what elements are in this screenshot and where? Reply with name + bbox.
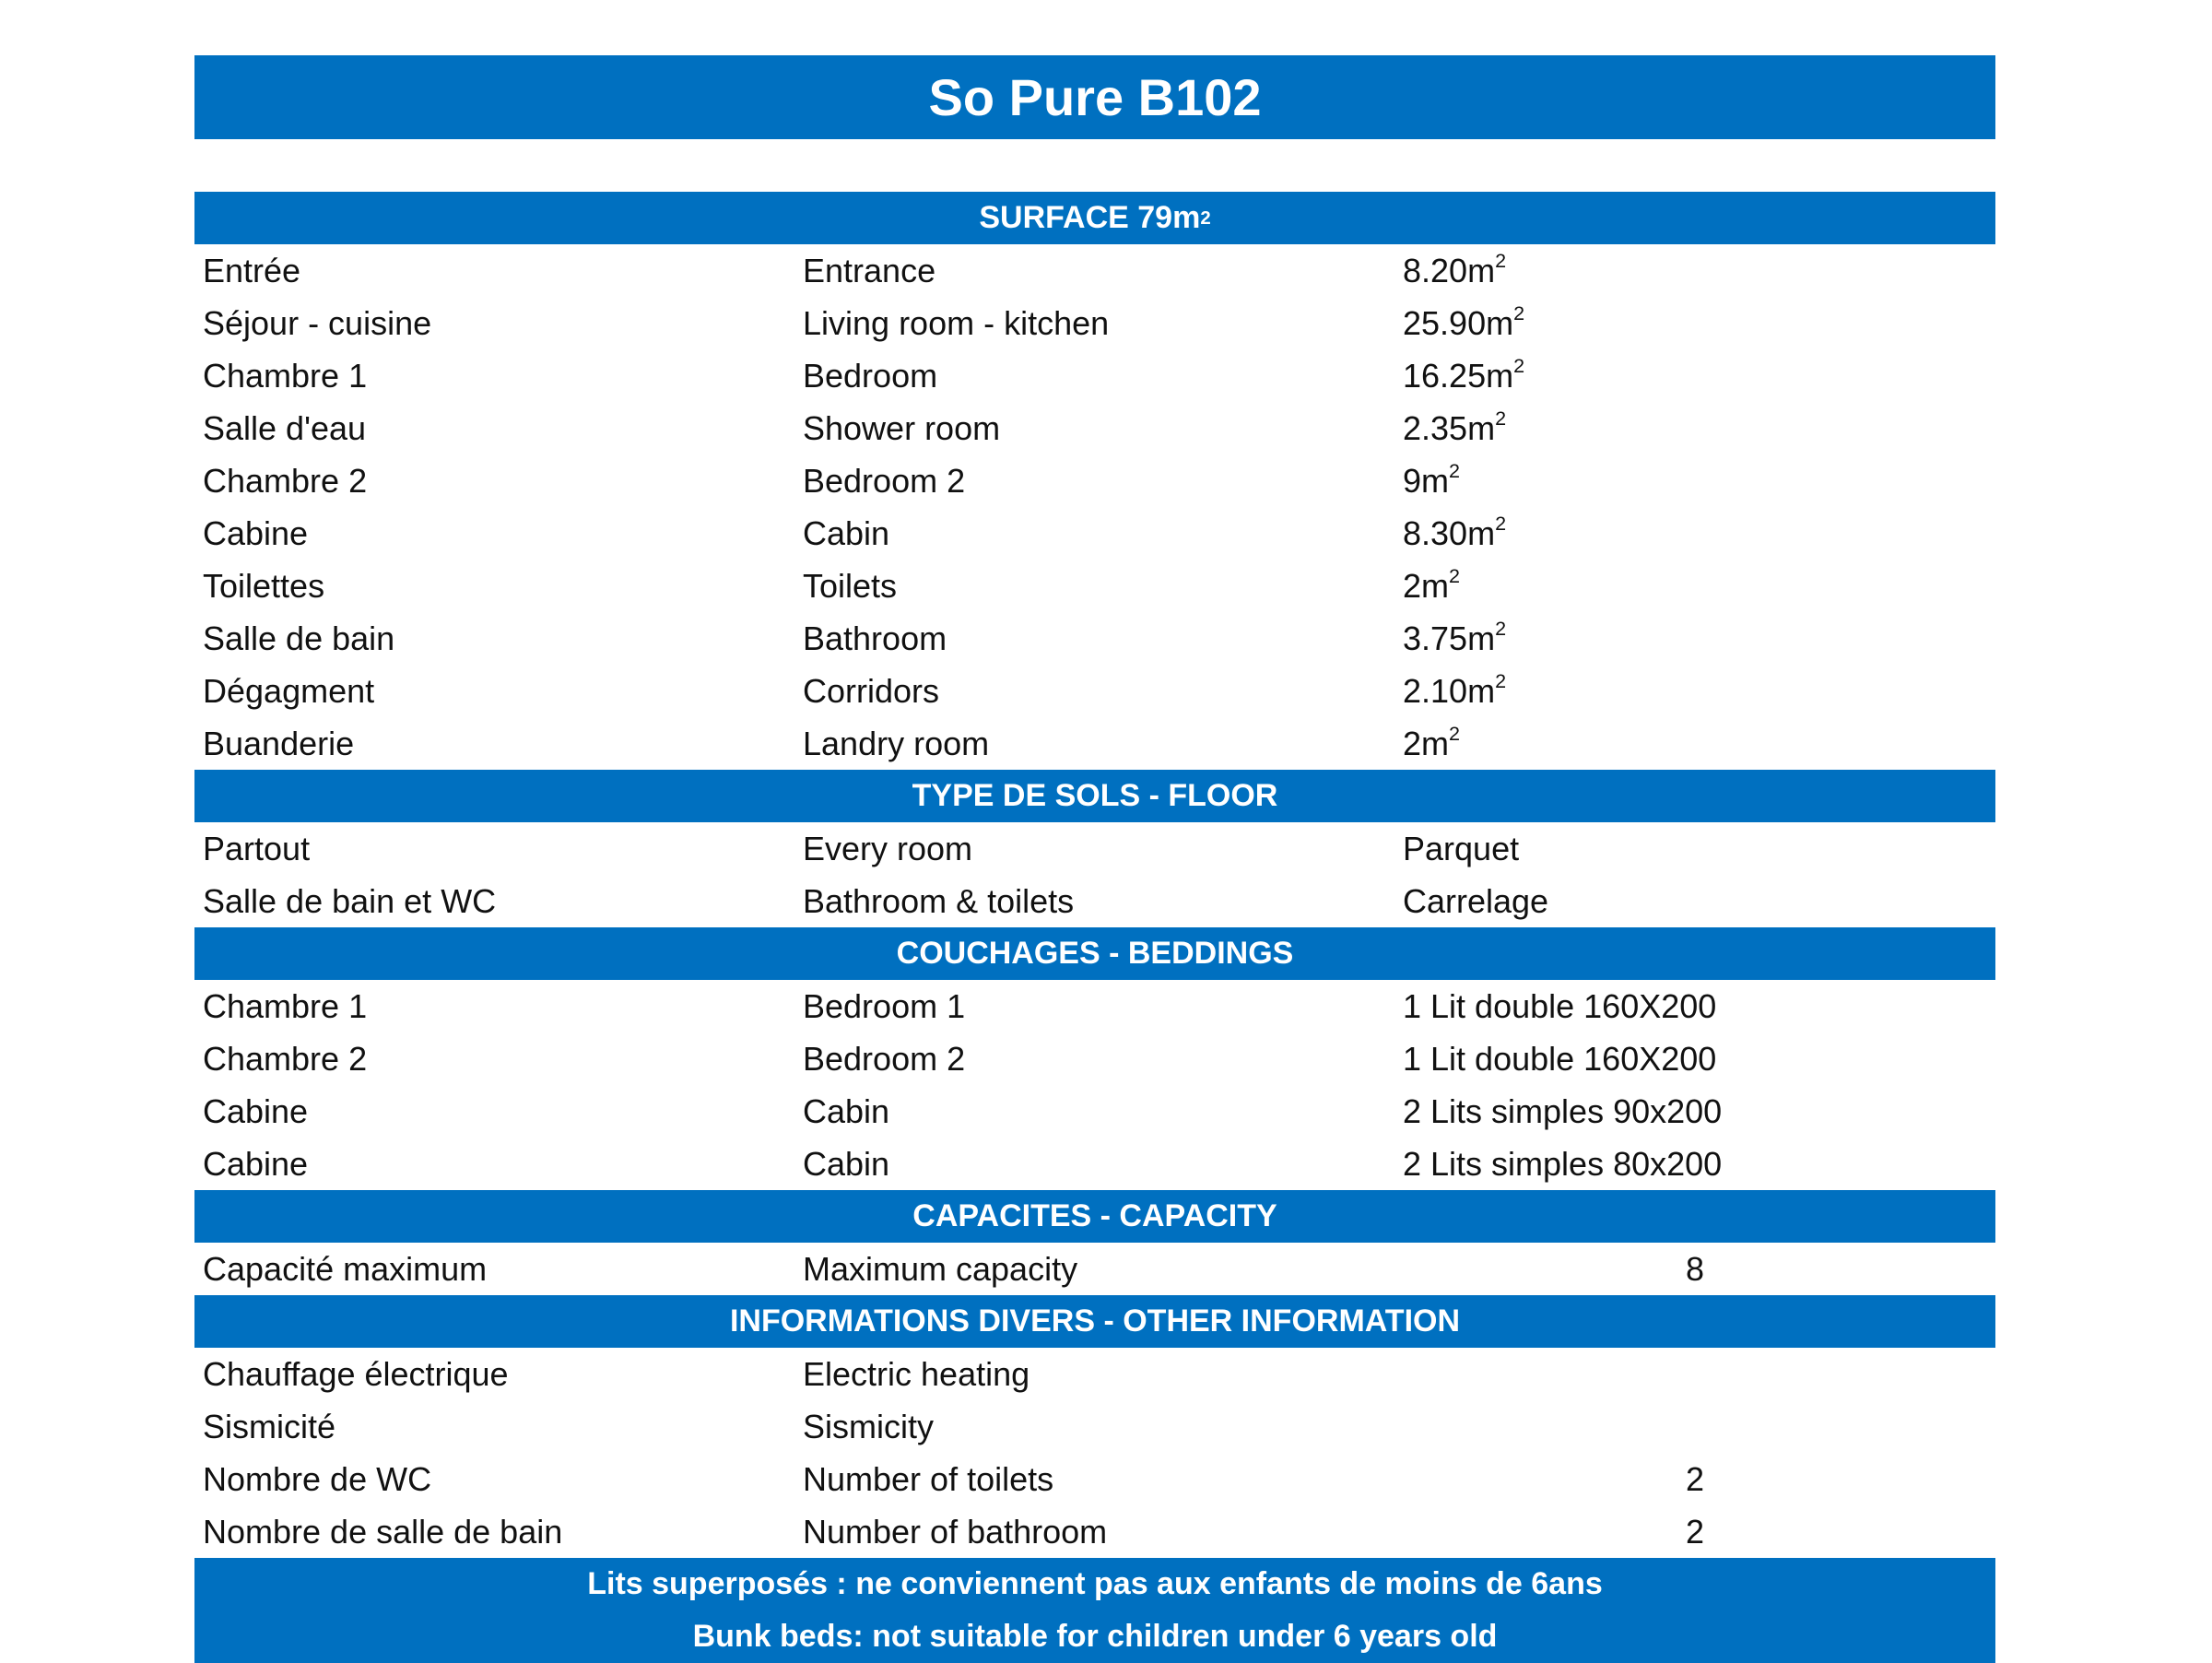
label-en: Corridors xyxy=(803,671,940,710)
info-value: 2 xyxy=(1685,1512,1705,1551)
table-row xyxy=(194,402,1995,454)
label-fr: Entrée xyxy=(203,251,301,289)
bunk-bed-notice xyxy=(194,1558,1995,1663)
label-en: Cabin xyxy=(803,513,890,552)
table-row xyxy=(194,822,1995,875)
label-fr: Nombre de salle de bain xyxy=(203,1512,563,1551)
area-value: $9m^2$ xyxy=(1403,458,1461,500)
label-fr: Salle d'eau xyxy=(203,408,367,447)
section-header-surface: SURFACE 79m 2 xyxy=(194,192,1995,244)
table-row xyxy=(194,1032,1995,1085)
bed-type: 1 Lit double 160X200 xyxy=(1403,1039,1717,1078)
label-fr: Chambre 2 xyxy=(203,461,368,500)
area-value: $3.75m^2$ xyxy=(1403,616,1507,657)
area-value: $16.25m^2$ xyxy=(1403,353,1525,395)
label-en: Electric heating xyxy=(803,1354,1030,1393)
floor-type: Parquet xyxy=(1403,829,1520,867)
area-value: $8.20m^2$ xyxy=(1403,248,1507,289)
label-fr: Toilettes xyxy=(203,566,325,605)
label-en: Bedroom 2 xyxy=(803,461,966,500)
label-en: Living room - kitchen xyxy=(803,303,1110,342)
label-fr: Buanderie xyxy=(203,724,355,762)
table-row xyxy=(194,717,1995,770)
label-en: Bathroom & toilets xyxy=(803,881,1075,920)
label-fr: Partout xyxy=(203,829,311,867)
notice-line-fr: Lits superposés : ne conviennent pas aux enfants de moins de 6ans xyxy=(587,1566,1603,1601)
floor-type: Carrelage xyxy=(1403,881,1549,920)
page-title: So Pure B102 xyxy=(194,55,1995,139)
table-row xyxy=(194,1085,1995,1138)
table-row xyxy=(194,1453,1995,1505)
table-row xyxy=(194,297,1995,349)
label-en: Bathroom xyxy=(803,619,947,657)
label-fr: Salle de bain et WC xyxy=(203,881,497,920)
label-en: Sismicity xyxy=(803,1407,934,1445)
label-en: Every room xyxy=(803,829,973,867)
bed-type: 1 Lit double 160X200 xyxy=(1403,986,1717,1025)
table-row xyxy=(194,507,1995,560)
section-header-beddings: COUCHAGES - BEDDINGS xyxy=(194,927,1995,980)
label-fr: Cabine xyxy=(203,1091,309,1130)
area-value: $2m^2$ xyxy=(1403,721,1461,762)
label-fr: Chambre 1 xyxy=(203,986,368,1025)
label-en: Landry room xyxy=(803,724,990,762)
label-fr: Cabine xyxy=(203,1144,309,1183)
area-value: $2m^2$ xyxy=(1403,563,1461,605)
label-fr: Capacité maximum xyxy=(203,1249,488,1288)
label-en: Cabin xyxy=(803,1091,890,1130)
label-fr: Sismicité xyxy=(203,1407,336,1445)
area-value: $2.35m^2$ xyxy=(1403,406,1507,447)
label-en: Maximum capacity xyxy=(803,1249,1078,1288)
label-en: Entrance xyxy=(803,251,936,289)
label-fr: Cabine xyxy=(203,513,309,552)
label-en: Number of bathroom xyxy=(803,1512,1108,1551)
label-fr: Salle de bain xyxy=(203,619,395,657)
label-en: Bedroom 2 xyxy=(803,1039,966,1078)
label-fr: Chambre 2 xyxy=(203,1039,368,1078)
table-row xyxy=(194,980,1995,1032)
label-fr: Nombre de WC xyxy=(203,1459,432,1498)
table-row xyxy=(194,1505,1995,1558)
table-row xyxy=(194,1243,1995,1295)
area-value: $2.10m^2$ xyxy=(1403,668,1507,710)
label-en: Number of toilets xyxy=(803,1459,1054,1498)
table-row xyxy=(194,1400,1995,1453)
label-en: Toilets xyxy=(803,566,898,605)
bed-type: 2 Lits simples 80x200 xyxy=(1403,1144,1723,1183)
section-header-capacity: CAPACITES - CAPACITY xyxy=(194,1190,1995,1243)
label-en: Bedroom xyxy=(803,356,938,395)
label-en: Bedroom 1 xyxy=(803,986,966,1025)
label-fr: Dégagment xyxy=(203,671,375,710)
table-row xyxy=(194,1348,1995,1400)
label-en: Cabin xyxy=(803,1144,890,1183)
table-row xyxy=(194,349,1995,402)
bed-type: 2 Lits simples 90x200 xyxy=(1403,1091,1723,1130)
table-row xyxy=(194,244,1995,297)
label-fr: Chambre 1 xyxy=(203,356,368,395)
area-value: $25.90m^2$ xyxy=(1403,301,1525,342)
table-row xyxy=(194,1138,1995,1190)
table-row xyxy=(194,560,1995,612)
table-row xyxy=(194,612,1995,665)
section-header-floor: TYPE DE SOLS - FLOOR xyxy=(194,770,1995,822)
spec-sheet xyxy=(194,192,1995,1663)
notice-line-en: Bunk beds: not suitable for children under 6 years old xyxy=(692,1619,1498,1654)
table-row xyxy=(194,875,1995,927)
label-fr: Séjour - cuisine xyxy=(203,303,432,342)
area-value: $8.30m^2$ xyxy=(1403,511,1507,552)
table-row xyxy=(194,665,1995,717)
info-value: 2 xyxy=(1685,1459,1705,1498)
table-row xyxy=(194,454,1995,507)
label-en: Shower room xyxy=(803,408,1001,447)
capacity-value: 8 xyxy=(1685,1249,1705,1288)
section-header-other: INFORMATIONS DIVERS - OTHER INFORMATION xyxy=(194,1295,1995,1348)
label-fr: Chauffage électrique xyxy=(203,1354,509,1393)
